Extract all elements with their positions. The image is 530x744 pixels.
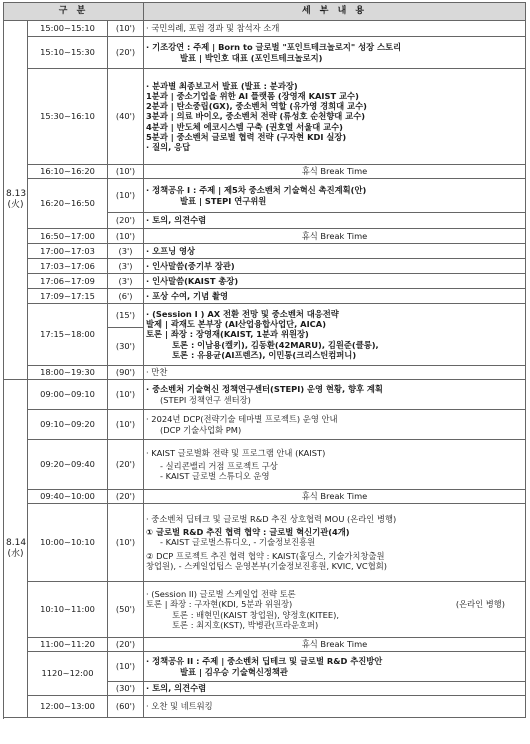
policy-topic: · 정책공유 I : 주제 | 제5차 중소벤처 기술혁신 촉진계획(안) bbox=[146, 185, 367, 196]
time-cell: 10:10~11:00 bbox=[28, 582, 108, 638]
date-cell-day1 bbox=[4, 21, 28, 380]
table-row bbox=[4, 652, 526, 682]
header-category: 구 분 bbox=[4, 3, 144, 21]
table-row bbox=[4, 410, 526, 440]
duration-cell: (40') bbox=[108, 69, 144, 165]
weekday-label: (火) bbox=[7, 200, 24, 210]
break-cell: 휴식 Break Time bbox=[144, 490, 526, 504]
content-cell bbox=[144, 504, 526, 582]
program-note: (STEPI 정책연구 센터장) bbox=[160, 394, 251, 405]
panel-members: 토론 : 최지호(KST), 박병관(프라운호퍼) bbox=[172, 619, 319, 630]
duration-cell: (3') bbox=[108, 244, 144, 259]
duration-cell: (20') bbox=[108, 638, 144, 652]
policy-presenter: 발표 | STEPI 연구위원 bbox=[180, 195, 267, 206]
panel-moderator-line bbox=[146, 599, 523, 609]
time-cell: 16:20~16:50 bbox=[28, 179, 108, 229]
table-row bbox=[4, 304, 526, 328]
keynote-speaker: 발표 | 박인호 대표 (포인트테크놀로지) bbox=[180, 52, 323, 63]
content-cell: · 오프닝 영상 bbox=[144, 244, 526, 259]
content-cell: · 국민의례, 포럼 경과 및 참석자 소개 bbox=[144, 21, 526, 37]
duration-cell: (20') bbox=[108, 490, 144, 504]
date-label: 8.13 bbox=[6, 189, 27, 200]
report-heading: · 분과별 최종보고서 발표 (발표 : 분과장) bbox=[146, 81, 298, 92]
duration-cell: (10') bbox=[108, 165, 144, 179]
time-cell: 17:00~17:03 bbox=[28, 244, 108, 259]
content-cell bbox=[144, 380, 526, 410]
time-cell: 15:10~15:30 bbox=[28, 37, 108, 69]
program-subitem: - 실리콘밸리 거점 프로젝트 구상 bbox=[160, 460, 278, 471]
time-cell: 15:00~15:10 bbox=[28, 21, 108, 37]
program-subitem: - KAIST 글로벌 스튜디오 운영 bbox=[160, 471, 270, 482]
table-row bbox=[4, 69, 526, 165]
content-cell: · 인사말씀(KAIST 총장) bbox=[144, 274, 526, 289]
break-cell: 휴식 Break Time bbox=[144, 638, 526, 652]
table-row bbox=[4, 289, 526, 304]
duration-cell: (10') bbox=[108, 229, 144, 244]
report-item: 4분과 | 반도체 에코시스템 구축 (권호열 서울대 교수) bbox=[146, 121, 343, 132]
content-cell: · 오찬 및 네트워킹 bbox=[144, 696, 526, 718]
time-cell: 16:50~17:00 bbox=[28, 229, 108, 244]
duration-cell: (10') bbox=[108, 380, 144, 410]
table-row bbox=[4, 179, 526, 213]
report-item: 1분과 | 중소기업을 위한 AI 플랫폼 (장영재 KAIST 교수) bbox=[146, 91, 359, 102]
time-cell: 17:06~17:09 bbox=[28, 274, 108, 289]
time-cell: 17:03~17:06 bbox=[28, 259, 108, 274]
table-row bbox=[4, 366, 526, 380]
program-item: · 중소벤처 기술혁신 정책연구센터(STEPI) 운영 현황, 향후 계획 bbox=[146, 384, 383, 395]
time-cell: 10:00~10:10 bbox=[28, 504, 108, 582]
table-row bbox=[4, 21, 526, 37]
duration-cell: (60') bbox=[108, 696, 144, 718]
time-cell: 18:00~19:30 bbox=[28, 366, 108, 380]
table-row bbox=[4, 274, 526, 289]
time-cell: 09:00~09:10 bbox=[28, 380, 108, 410]
content-cell: · 만찬 bbox=[144, 366, 526, 380]
header-row bbox=[4, 3, 526, 21]
online-note: (온라인 병행) bbox=[455, 599, 506, 610]
duration-cell: (10') bbox=[108, 179, 144, 213]
table-row bbox=[4, 696, 526, 718]
duration-cell: (10') bbox=[108, 652, 144, 682]
report-item: 3분과 | 의료 바이오, 중소벤처 전략 (류성호 순천향대 교수) bbox=[146, 111, 366, 122]
duration-cell: (3') bbox=[108, 274, 144, 289]
content-cell bbox=[144, 410, 526, 440]
content-cell bbox=[144, 582, 526, 638]
date-label: 8.14 bbox=[6, 537, 27, 548]
schedule-wrapper bbox=[3, 2, 526, 718]
time-cell: 09:40~10:00 bbox=[28, 490, 108, 504]
report-item: 2분과 | 탄소중립(GX), 중소벤처 역할 (유가영 경희대 교수) bbox=[146, 101, 367, 112]
duration-cell: (3') bbox=[108, 259, 144, 274]
session-keynote: 발제 | 곽재도 본부장 (AI산업융합사업단, AICA) bbox=[146, 319, 326, 330]
session-title: · (Session I ) AX 전환 전망 및 중소벤처 대응전략 bbox=[146, 309, 339, 320]
panel-moderator: 토론 | 좌장 : 장영재(KAIST, 1분과 위원장) bbox=[146, 329, 309, 340]
time-cell: 16:10~16:20 bbox=[28, 165, 108, 179]
schedule-table bbox=[3, 2, 526, 718]
duration-cell: (10') bbox=[108, 21, 144, 37]
time-cell: 11:00~11:20 bbox=[28, 638, 108, 652]
content-cell: · 인사말씀(중기부 장관) bbox=[144, 259, 526, 274]
program-item: · 2024년 DCP(전략기술 테마별 프로젝트) 운영 안내 bbox=[146, 414, 338, 425]
mou-title: · 중소벤처 딥테크 및 글로벌 R&D 추진 상호협력 MOU (온라인 병행) bbox=[146, 514, 397, 525]
session-title: · (Session II) 글로벌 스케일업 전략 토론 bbox=[146, 589, 296, 600]
duration-cell: (90') bbox=[108, 366, 144, 380]
panel-members: 토론 : 이남용(켈키), 김동환(42MARU), 김원준(클롱), bbox=[172, 339, 379, 350]
content-cell bbox=[144, 69, 526, 165]
content-cell bbox=[144, 179, 526, 213]
table-row bbox=[4, 259, 526, 274]
time-cell: 09:20~09:40 bbox=[28, 440, 108, 490]
policy-topic: · 정책공유 II : 주제 | 중소벤처 딥테크 및 글로벌 R&D 추진방안 bbox=[146, 656, 383, 667]
mou-item: ① 글로벌 R&D 추진 협력 협약 : 글로벌 혁신기관(4개) bbox=[146, 527, 350, 538]
break-cell: 휴식 Break Time bbox=[144, 165, 526, 179]
panel-moderator: 토론 | 좌장 : 구자현(KDI, 5분과 위원장) bbox=[146, 599, 293, 610]
duration-cell: (30') bbox=[108, 328, 144, 366]
duration-cell: (20') bbox=[108, 440, 144, 490]
time-cell: 12:00~13:00 bbox=[28, 696, 108, 718]
content-cell: · 토의, 의견수렴 bbox=[144, 682, 526, 696]
mou-detail: 창업원), - 스케일업팁스 운영본부(기술정보진흥원, KVIC, VC협회) bbox=[146, 560, 387, 571]
program-note: (DCP 기술사업화 PM) bbox=[160, 424, 242, 435]
table-row bbox=[4, 440, 526, 490]
header-details: 세 부 내 용 bbox=[144, 3, 526, 21]
duration-cell: (6') bbox=[108, 289, 144, 304]
program-item: · KAIST 글로벌화 전략 및 프로그램 안내 (KAIST) bbox=[146, 447, 326, 458]
duration-cell: (20') bbox=[108, 37, 144, 69]
table-row bbox=[4, 504, 526, 582]
time-cell: 15:30~16:10 bbox=[28, 69, 108, 165]
report-item: 5분과 | 중소벤처 글로벌 협력 전략 (구자현 KDI 실장) bbox=[146, 131, 347, 142]
table-row bbox=[4, 638, 526, 652]
duration-cell: (30') bbox=[108, 682, 144, 696]
table-row bbox=[4, 582, 526, 638]
content-cell: · 토의, 의견수렴 bbox=[144, 213, 526, 229]
panel-members: 토론 : 배현민(KAIST 창업원), 양정호(KITEE), bbox=[172, 609, 339, 620]
content-cell bbox=[144, 652, 526, 682]
table-row bbox=[4, 244, 526, 259]
time-cell: 17:09~17:15 bbox=[28, 289, 108, 304]
keynote-title: · 기조강연 : 주제 | Born to 글로벌 "포인트테크놀로지" 성장 스토리 bbox=[146, 42, 402, 53]
mou-detail: - KAIST 글로벌스튜디오, - 기술정보진흥원 bbox=[160, 537, 316, 548]
content-cell bbox=[144, 440, 526, 490]
date-cell-day2 bbox=[4, 380, 28, 718]
table-row bbox=[4, 165, 526, 179]
time-cell: 1120~12:00 bbox=[28, 652, 108, 696]
table-row bbox=[4, 380, 526, 410]
table-row bbox=[4, 229, 526, 244]
policy-presenter: 발표 | 김우승 기술혁신정책관 bbox=[180, 666, 288, 677]
duration-cell: (10') bbox=[108, 504, 144, 582]
content-cell bbox=[144, 37, 526, 69]
duration-cell: (15') bbox=[108, 304, 144, 328]
duration-cell: (10') bbox=[108, 410, 144, 440]
time-cell: 09:10~09:20 bbox=[28, 410, 108, 440]
break-cell: 휴식 Break Time bbox=[144, 229, 526, 244]
panel-members: 토론 : 유용균(AI프렌즈), 이민통(크리스틴컴퍼니) bbox=[172, 349, 357, 360]
content-cell: · 포상 수여, 기념 촬영 bbox=[144, 289, 526, 304]
duration-cell: (20') bbox=[108, 213, 144, 229]
qa-item: · 질의, 응답 bbox=[146, 141, 191, 152]
weekday-label: (水) bbox=[7, 548, 24, 559]
content-cell bbox=[144, 304, 526, 366]
table-row bbox=[4, 490, 526, 504]
duration-cell: (50') bbox=[108, 582, 144, 638]
table-row bbox=[4, 37, 526, 69]
time-cell: 17:15~18:00 bbox=[28, 304, 108, 366]
mou-item: ② DCP 프로젝트 추진 협력 협약 : KAIST(홀딩스, 기술가치창출원 bbox=[146, 550, 385, 561]
